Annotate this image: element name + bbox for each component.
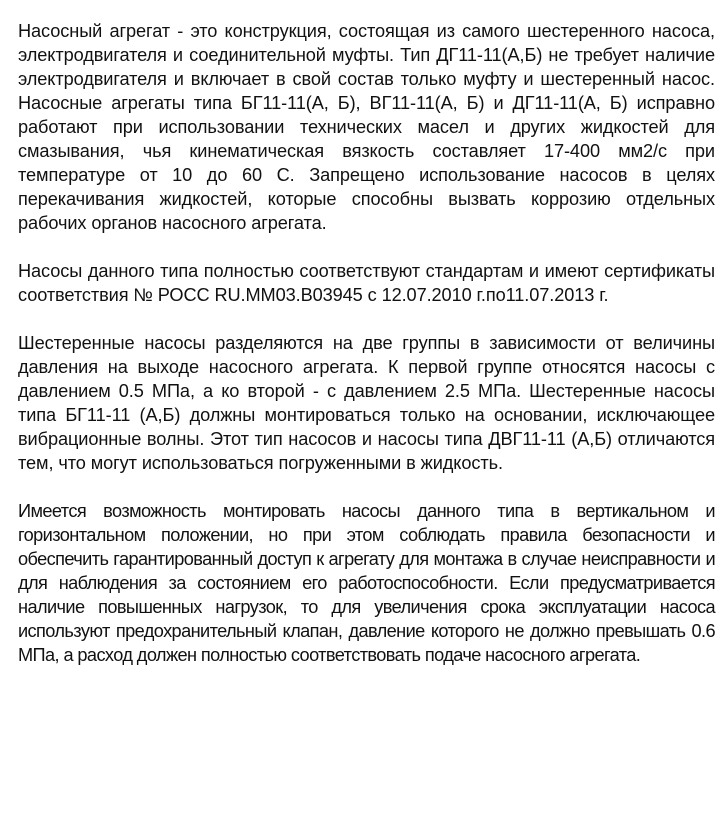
document-body: [18, 19, 715, 667]
paragraph-mounting: Имеется возможность монтировать насосы данного типа в вертикальном и горизонтальном положении, но при этом соблюдать правила безопасности и обеспечить гарантированный доступ к агрегату для монтажа в случае неисправности и для наблюдения за состоянием его работоспособности. Если предусматривается наличие повышенных нагрузок, то для увеличения срока эксплуатации насоса используют предохранительный клапан, давление которого не должно превышать 0.6 МПа, а расход должен полностью соответствовать подаче насосного агрегата.: [18, 501, 715, 665]
paragraph-certification: Насосы данного типа полностью соответствуют стандартам и имеют сертификаты соответствия № РОСС RU.ММ03.В03945 с 12.07.2010 г.по11.07.2013 г.: [18, 261, 715, 305]
paragraph-pump-unit-description: Насосный агрегат - это конструкция, состоящая из самого шестеренного насоса, электродвигателя и соединительной муфты. Тип ДГ11-11(А,Б) не требует наличие электродвигателя и включает в свой состав только муфту и шестеренный насос. Насосные агрегаты типа БГ11-11(А, Б), ВГ11-11(А, Б) и ДГ11-11(А, Б) исправно работают при использовании технических масел и других жидкостей для смазывания, чья кинематическая вязкость составляет 17-400 мм2/с при температуре от 10 до 60 С. Запрещено использование насосов в целях перекачивания жидкостей, которые способны вызвать коррозию отдельных рабочих органов насосного агрегата.: [18, 21, 715, 233]
paragraph-pressure-groups: Шестеренные насосы разделяются на две группы в зависимости от величины давления на выходе насосного агрегата. К первой группе относятся насосы с давлением 0.5 МПа, а ко второй - с давлением 2.5 МПа. Шестеренные насосы типа БГ11-11 (А,Б) должны монтироваться только на основании, исключающее вибрационные волны. Этот тип насосов и насосы типа ДВГ11-11 (А,Б) отличаются тем, что могут использоваться погруженными в жидкость.: [18, 333, 715, 473]
